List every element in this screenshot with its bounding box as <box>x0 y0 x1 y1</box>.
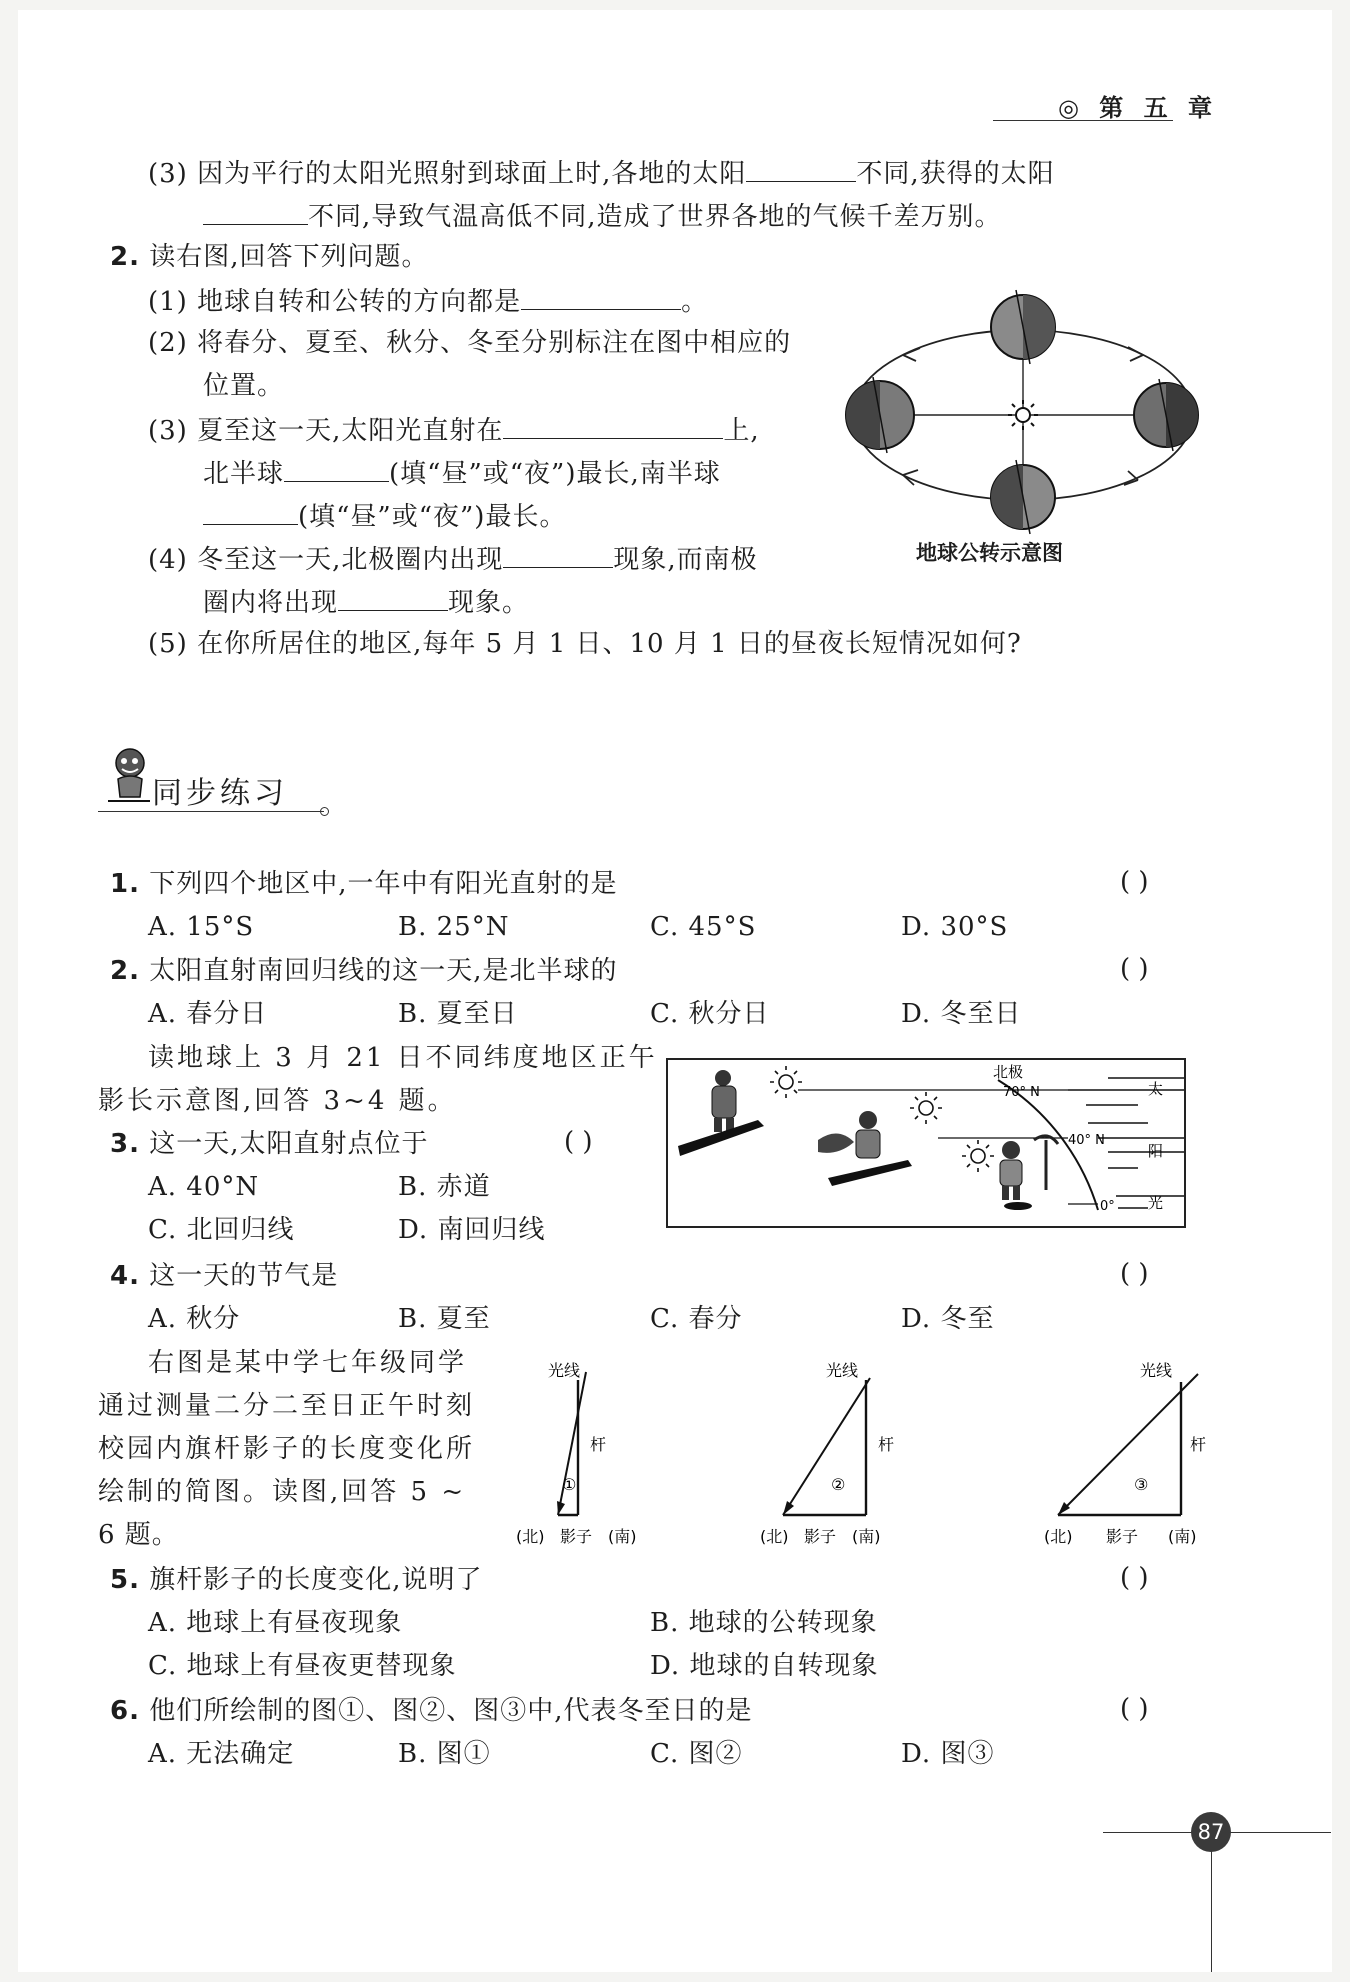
light-label-2: 光线 <box>826 1361 859 1380</box>
sun-icon-70 <box>770 1066 802 1098</box>
ex1-stem-text: 下列四个地区中,一年中有阳光直射的是 <box>149 869 618 899</box>
south-label-2: (南) <box>852 1527 881 1546</box>
ex1-option-c[interactable]: C. 45°S <box>650 912 757 942</box>
sun-icon-0 <box>962 1140 994 1172</box>
ex4-stem <box>110 1259 338 1293</box>
q2-part3b-text-b: (填“昼”或“夜”)最长,南半球 <box>389 459 721 489</box>
lat70-label: 70° N <box>1003 1085 1040 1100</box>
ex1-option-a[interactable]: A. 15°S <box>148 912 255 942</box>
ex3-option-c[interactable]: C. 北回归线 <box>148 1215 295 1245</box>
q2-part2b: 位置。 <box>203 371 285 401</box>
ex3-option-a[interactable]: A. 40°N <box>148 1172 260 1202</box>
figure-number-3: ③ <box>1134 1475 1149 1494</box>
shadow-label-1: 影子 <box>560 1527 593 1546</box>
q2-part4b-text: 圈内将出现 <box>203 588 339 618</box>
workbook-page <box>18 10 1332 1972</box>
ex4-option-b[interactable]: B. 夏至 <box>398 1304 491 1334</box>
chapter-header: ◎ 第 五 章 <box>1058 94 1219 122</box>
sun-icon-40 <box>910 1092 942 1124</box>
question-number: 2. <box>110 956 140 986</box>
q2-part1 <box>148 283 708 319</box>
earth-top-icon <box>991 290 1055 364</box>
sunlight-label-1: 太 <box>1148 1080 1164 1098</box>
answer-blank[interactable] <box>521 283 681 310</box>
pole-label-2: 杆 <box>878 1435 895 1454</box>
q2-part3a <box>148 412 760 448</box>
q2-stem-text: 读右图,回答下列问题。 <box>149 242 429 272</box>
intro56-line4: 绘制的简图。读图,回答 5 ~ <box>98 1477 467 1507</box>
ex1-stem <box>110 867 618 901</box>
ex5-stem <box>110 1563 483 1597</box>
ex3-option-b[interactable]: B. 赤道 <box>398 1172 491 1202</box>
north-pole-label: 北极 <box>993 1063 1024 1081</box>
light-label-3: 光线 <box>1140 1361 1173 1380</box>
north-label-2: (北) <box>760 1527 789 1546</box>
sunlight-label-3: 光 <box>1148 1194 1164 1212</box>
question-number: 6. <box>110 1696 140 1726</box>
figure-number-1: ① <box>562 1475 577 1494</box>
section-rule <box>98 811 324 812</box>
intro56-line5: 6 题。 <box>98 1520 179 1550</box>
q2-part4a-text: (4) 冬至这一天,北极圈内出现 <box>148 545 504 575</box>
question-number: 1. <box>110 869 140 899</box>
q2-part3b-text-a: 北半球 <box>203 459 285 489</box>
q2-part3c <box>203 498 566 534</box>
ex4-stem-text: 这一天的节气是 <box>149 1261 339 1291</box>
earth-bottom-icon <box>991 460 1055 534</box>
question-number: 3. <box>110 1129 140 1159</box>
q1-3-text-b: 不同,获得的太阳 <box>856 159 1055 189</box>
question-number: 5. <box>110 1565 140 1595</box>
ex4-option-d[interactable]: D. 冬至 <box>901 1304 995 1334</box>
pole-label-3: 杆 <box>1190 1435 1207 1454</box>
orbit-figure-caption: 地球公转示意图 <box>916 541 1063 565</box>
ex1-option-d[interactable]: D. 30°S <box>901 912 1009 942</box>
south-label-3: (南) <box>1168 1527 1197 1546</box>
intro56-line3: 校园内旗杆影子的长度变化所 <box>98 1434 476 1464</box>
ex4-option-a[interactable]: A. 秋分 <box>148 1304 241 1334</box>
shadow-latitude-figure <box>666 1058 1186 1228</box>
answer-blank[interactable] <box>503 541 613 568</box>
ex2-option-b[interactable]: B. 夏至日 <box>398 999 518 1029</box>
answer-blank[interactable] <box>746 155 856 182</box>
ex2-option-d[interactable]: D. 冬至日 <box>901 999 1022 1029</box>
ex2-option-a[interactable]: A. 春分日 <box>148 999 268 1029</box>
ex5-stem-text: 旗杆影子的长度变化,说明了 <box>149 1565 483 1595</box>
earth-right-icon <box>1134 379 1198 451</box>
north-label-3: (北) <box>1044 1527 1073 1546</box>
flagpole-shadow-diagram <box>498 1350 1218 1550</box>
light-label-1: 光线 <box>548 1361 581 1380</box>
q2-part4a-end: 现象,而南极 <box>613 545 758 575</box>
section-rule-dot <box>320 807 329 816</box>
ex2-stem <box>110 954 618 988</box>
ex6-option-d[interactable]: D. 图③ <box>901 1739 995 1769</box>
ex1-answer-paren[interactable]: ( ) <box>1120 867 1149 897</box>
footer-vertical-rule <box>1211 1832 1212 1972</box>
ex6-stem-text: 他们所绘制的图①、图②、图③中,代表冬至日的是 <box>149 1696 753 1726</box>
ex5-option-b[interactable]: B. 地球的公转现象 <box>650 1608 878 1638</box>
earth-orbit-diagram <box>828 285 1218 575</box>
person-0-icon <box>1000 1136 1058 1210</box>
question-number: 2. <box>110 242 140 272</box>
q2-part2a: (2) 将春分、夏至、秋分、冬至分别标注在图中相应的 <box>148 328 792 358</box>
answer-blank[interactable] <box>503 412 723 439</box>
q2-part3b <box>203 455 721 491</box>
shadow-label-2: 影子 <box>804 1527 837 1546</box>
q1-3-line1 <box>148 155 1055 191</box>
sunlight-label-2: 阳 <box>1148 1142 1164 1160</box>
ex4-answer-paren[interactable]: ( ) <box>1120 1259 1149 1289</box>
ex5-answer-paren[interactable]: ( ) <box>1120 1563 1149 1593</box>
ex3-stem <box>110 1127 429 1161</box>
triangle-1 <box>516 1361 637 1546</box>
intro56-line1: 右图是某中学七年级同学 <box>148 1348 468 1378</box>
pole-label-1: 杆 <box>590 1435 607 1454</box>
q2-part3a-end: 上, <box>723 416 760 446</box>
north-label-1: (北) <box>516 1527 545 1546</box>
shadow-label-3: 影子 <box>1106 1527 1139 1546</box>
q2-part5: (5) 在你所居住的地区,每年 5 月 1 日、10 月 1 日的昼夜长短情况如何? <box>148 629 1022 659</box>
q1-3-text-a: (3) 因为平行的太阳光照射到球面上时,各地的太阳 <box>148 159 747 189</box>
intro56-line2: 通过测量二分二至日正午时刻 <box>98 1391 476 1421</box>
ex6-stem <box>110 1694 753 1728</box>
q2-part1-end: 。 <box>681 287 709 317</box>
ex5-option-a[interactable]: A. 地球上有昼夜现象 <box>148 1608 403 1638</box>
q2-stem <box>110 240 429 274</box>
triangle-2 <box>760 1361 894 1546</box>
ex5-option-c[interactable]: C. 地球上有昼夜更替现象 <box>148 1651 457 1681</box>
ex3-answer-paren[interactable]: ( ) <box>564 1127 593 1157</box>
q2-part4b-end: 现象。 <box>448 588 530 618</box>
intro34-line2: 影长示意图,回答 3~4 题。 <box>98 1086 457 1116</box>
person-40-icon <box>818 1111 912 1186</box>
ex4-option-c[interactable]: C. 春分 <box>650 1304 743 1334</box>
q2-part4b <box>203 584 529 620</box>
mascot-icon <box>100 745 156 805</box>
person-70-icon <box>678 1070 764 1156</box>
answer-blank[interactable] <box>203 198 308 225</box>
ex6-option-c[interactable]: C. 图② <box>650 1739 743 1769</box>
ex6-option-a[interactable]: A. 无法确定 <box>148 1739 295 1769</box>
q1-3-text-c: 不同,导致气温高低不同,造成了世界各地的气候千差万别。 <box>308 202 1002 232</box>
ex3-stem-text: 这一天,太阳直射点位于 <box>149 1129 429 1159</box>
ex6-option-b[interactable]: B. 图① <box>398 1739 491 1769</box>
answer-blank[interactable] <box>284 455 389 482</box>
lat0-label: 0° <box>1100 1199 1115 1214</box>
lat40-label: 40° N <box>1068 1133 1105 1148</box>
triangle-3 <box>1044 1361 1206 1546</box>
section-title: 同步练习 <box>152 776 288 811</box>
page-number: 87 <box>1191 1812 1231 1852</box>
shadow-latitude-diagram <box>668 1060 1184 1226</box>
ex2-option-c[interactable]: C. 秋分日 <box>650 999 770 1029</box>
q2-part1-text: (1) 地球自转和公转的方向都是 <box>148 287 522 317</box>
figure-number-2: ② <box>831 1475 846 1494</box>
ex2-answer-paren[interactable]: ( ) <box>1120 954 1149 984</box>
ex2-stem-text: 太阳直射南回归线的这一天,是北半球的 <box>149 956 618 986</box>
south-label-1: (南) <box>608 1527 637 1546</box>
intro34-line1: 读地球上 3 月 21 日不同纬度地区正午 <box>148 1043 658 1073</box>
ex3-option-d[interactable]: D. 南回归线 <box>398 1215 546 1245</box>
q2-part4a <box>148 541 758 577</box>
ex6-answer-paren[interactable]: ( ) <box>1120 1694 1149 1724</box>
answer-blank[interactable] <box>203 498 298 525</box>
ex5-option-d[interactable]: D. 地球的自转现象 <box>650 1651 879 1681</box>
header-rule <box>993 120 1173 121</box>
answer-blank[interactable] <box>338 584 448 611</box>
ex1-option-b[interactable]: B. 25°N <box>398 912 510 942</box>
earth-left-icon <box>846 377 914 453</box>
q1-3-line2 <box>203 198 1002 234</box>
q2-part3a-text: (3) 夏至这一天,太阳光直射在 <box>148 416 504 446</box>
q2-part3c-text: (填“昼”或“夜”)最长。 <box>298 502 567 532</box>
question-number: 4. <box>110 1261 140 1291</box>
